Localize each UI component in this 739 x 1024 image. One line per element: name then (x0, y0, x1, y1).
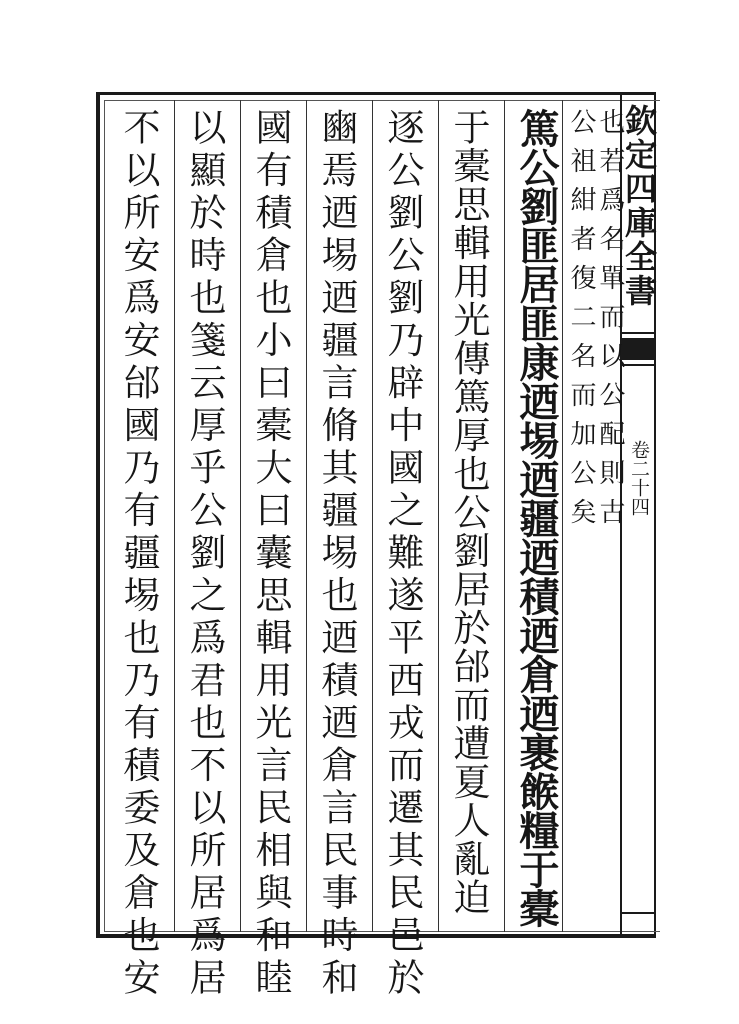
column-rule (174, 100, 175, 932)
column-rule (372, 100, 373, 932)
column-rule (438, 100, 439, 932)
text-column-3: 篤公劉匪居匪康迺埸迺疆迺積迺倉迺裹餱糧于橐 (513, 108, 560, 927)
column-rule (562, 100, 563, 932)
column-rule (240, 100, 241, 932)
text-column-4: 于橐思輯用光傳篤厚也公劉居於邰而遭夏人亂迫 (447, 108, 490, 917)
column-rule (504, 100, 505, 932)
fish-tail-rule-top (622, 332, 656, 334)
text-column-7: 國有積倉也小曰橐大曰囊思輯用光言民相與和睦 (249, 108, 292, 1001)
book-title: 欽定四庫全書 (620, 104, 658, 308)
text-column-1: 也若爲名單而以公配則古 (595, 108, 625, 537)
text-column-8: 以顯於時也箋云厚乎公劉之爲君也不以所居爲居 (183, 108, 226, 1001)
fish-tail-mark (622, 338, 656, 360)
text-column-5: 逐公劉公劉乃辟中國之難遂平西戎而遷其民邑於 (381, 108, 424, 1001)
text-column-2: 公祖紺者復二名而加公矣 (566, 108, 596, 537)
column-rule (306, 100, 307, 932)
fish-tail-rule-bottom (622, 364, 656, 366)
volume-label: 卷二十四 (628, 440, 650, 516)
band-bottom-rule (622, 912, 656, 914)
text-column-9: 不以所安爲安邰國乃有疆埸也乃有積委及倉也安 (117, 108, 160, 1001)
text-column-6: 豳焉迺埸迺疆言脩其疆埸也迺積迺倉言民事時和 (315, 108, 358, 1001)
